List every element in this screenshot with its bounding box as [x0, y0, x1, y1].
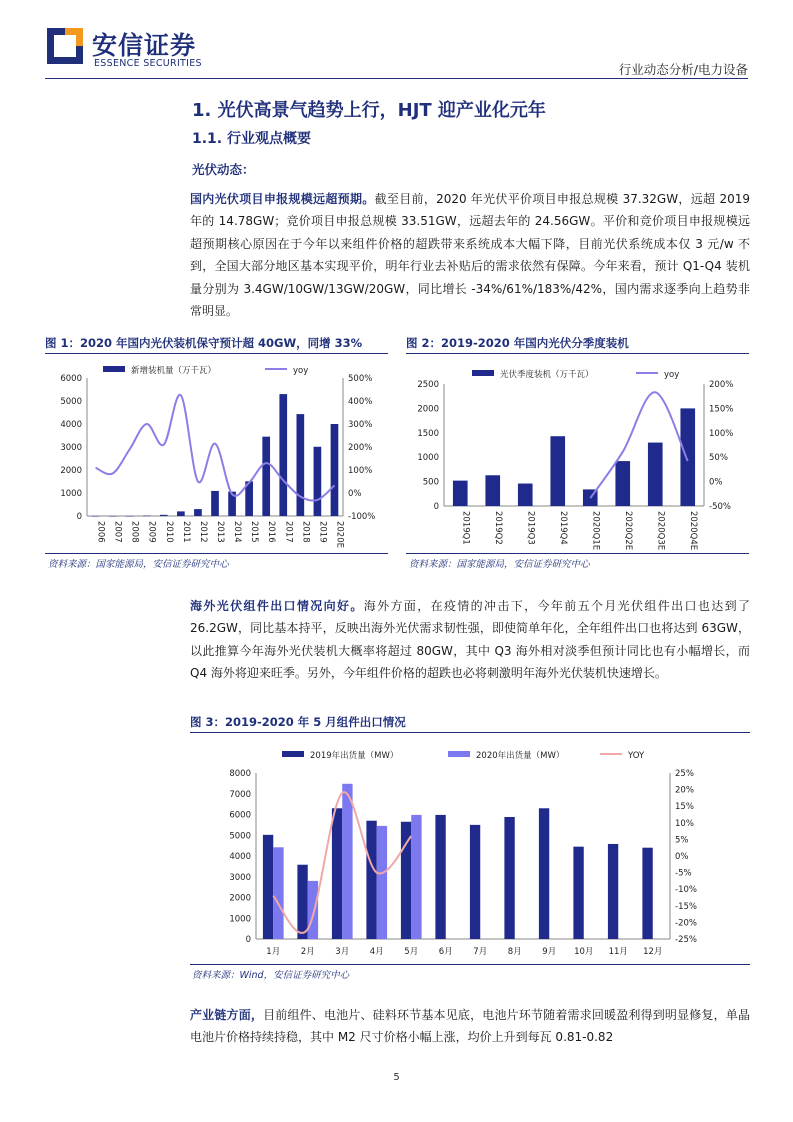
- bar-2006: [92, 516, 100, 517]
- paragraph-lead: 产业链方面，: [190, 1008, 264, 1022]
- x-tick-label: 2018: [300, 521, 311, 543]
- y-tick-label-right: 0%: [709, 477, 723, 488]
- paragraph-lead: 国内光伏项目申报规模远超预期。: [190, 192, 375, 206]
- bar-3月: [342, 784, 352, 939]
- x-tick-label: 2011: [180, 521, 191, 543]
- y-tick-label-left: 0: [76, 512, 82, 522]
- y-tick-label-right: 100%: [348, 466, 373, 476]
- figure-3-title: 图 3：2019-2020 年 5 月组件出口情况: [190, 715, 406, 729]
- header-divider: [45, 78, 748, 79]
- x-tick-label: 2020E: [334, 521, 345, 549]
- bar-9月: [539, 808, 549, 939]
- bar-2013: [211, 491, 219, 516]
- figure-3-bottom-divider: [190, 964, 750, 965]
- report-category: 行业动态分析/电力设备: [618, 62, 748, 77]
- x-tick-label: 3月: [335, 947, 350, 957]
- legend-swatch-bar: [472, 370, 494, 376]
- x-tick-label: 2019: [317, 521, 328, 543]
- legend-label: 光伏季度装机（万千瓦）: [500, 370, 594, 380]
- legend-swatch-bar: [448, 751, 470, 757]
- bar-2016: [262, 437, 270, 516]
- y-tick-label-right: 15%: [675, 802, 694, 813]
- y-tick-label-left: 0: [245, 935, 251, 945]
- logo-text-cn: 安信证券: [92, 31, 197, 60]
- bar-2019Q4: [550, 436, 565, 506]
- y-tick-label-right: -20%: [675, 918, 697, 929]
- y-tick-label-left: 2000: [417, 404, 439, 415]
- x-tick-label: 4月: [369, 947, 384, 957]
- y-tick-label-left: 0: [433, 502, 439, 512]
- y-tick-label-right: 200%: [348, 443, 373, 453]
- x-tick-label: 7月: [473, 947, 488, 957]
- y-tick-label-left: 7000: [229, 789, 251, 800]
- y-tick-label-right: -50%: [709, 502, 731, 512]
- bar-1月: [273, 847, 283, 939]
- bar-2019Q2: [485, 475, 500, 506]
- logo-icon: [47, 28, 83, 64]
- y-tick-label-left: 4000: [229, 852, 251, 862]
- x-tick-label: 6月: [438, 947, 453, 957]
- y-tick-label-left: 2000: [229, 893, 251, 904]
- y-tick-label-right: 300%: [348, 420, 373, 430]
- x-tick-label: 2013: [215, 521, 225, 543]
- figure-3-source: 资料来源：Wind，安信证券研究中心: [192, 970, 350, 981]
- bar-2010: [160, 515, 168, 516]
- figure-1-source: 资料来源：国家能源局，安信证券研究中心: [48, 559, 229, 570]
- y-tick-label-left: 6000: [229, 810, 251, 821]
- legend-label: 2020年出货量（MW）: [476, 751, 565, 761]
- y-tick-label-left: 6000: [60, 374, 82, 384]
- x-tick-label: 2019Q3: [525, 511, 536, 545]
- bar-2020E: [331, 424, 339, 516]
- y-tick-label-left: 2000: [60, 466, 82, 476]
- y-tick-label-left: 1000: [60, 489, 82, 499]
- bar-2009: [143, 516, 151, 517]
- x-tick-label: 2014: [232, 521, 243, 543]
- bar-4月: [377, 826, 387, 939]
- y-tick-label-right: -100%: [348, 512, 376, 522]
- y-tick-label-left: 8000: [229, 769, 251, 779]
- y-tick-label-right: 400%: [348, 397, 373, 407]
- y-tick-label-left: 5000: [60, 397, 82, 407]
- bar-1月: [263, 835, 273, 939]
- x-tick-label: 2009: [146, 521, 157, 543]
- y-tick-label-right: -25%: [675, 935, 697, 945]
- y-tick-label-left: 5000: [229, 831, 251, 842]
- x-tick-label: 5月: [404, 947, 419, 957]
- paragraph-body: 海外方面，在疫情的冲击下，今年前五个月光伏组件出口也达到了 26.2GW，同比基本持平，反映出海外光伏需求韧性强，即使简单年化，全年组件出口也将达到 63GW，以此推算今年海外光伏装机大概率将超过 80GW，其中 Q3 海外相对淡季但预计同比也有小幅增长，而 Q4 海外将迎来旺季。另外，今年组件价格的超跌也必将刺激明年海外光伏装机快速增长。: [190, 599, 750, 681]
- x-tick-label: 2012: [197, 521, 208, 543]
- legend-label: 新增装机量（万千瓦）: [131, 366, 217, 376]
- bar-8月: [504, 817, 514, 939]
- paragraph-overseas: [190, 595, 750, 685]
- legend-label: YOY: [628, 751, 645, 761]
- x-tick-label: 8月: [507, 947, 522, 957]
- chart-1-annual-installations: [45, 356, 388, 552]
- x-tick-label: 10月: [574, 947, 594, 957]
- legend-label: yoy: [293, 366, 309, 376]
- x-tick-label: 2019Q2: [492, 511, 503, 545]
- x-tick-label: 2020Q1E: [590, 511, 601, 551]
- bar-2019Q3: [518, 484, 533, 506]
- y-tick-label-right: -10%: [675, 885, 697, 896]
- x-tick-label: 2020Q3E: [655, 511, 666, 551]
- bar-5月: [411, 815, 421, 939]
- x-tick-label: 2016: [266, 521, 277, 543]
- x-tick-label: 2020Q4E: [687, 511, 698, 551]
- figure-2-divider: [406, 353, 749, 354]
- bar-2017: [279, 394, 287, 516]
- y-tick-label-left: 3000: [60, 443, 82, 453]
- y-tick-label-right: 500%: [348, 374, 373, 384]
- y-tick-label-left: 3000: [229, 872, 251, 883]
- bar-12月: [642, 848, 652, 939]
- bar-7月: [470, 825, 480, 939]
- y-tick-label-right: 150%: [709, 404, 734, 415]
- paragraph-domestic: [190, 188, 750, 322]
- bar-2007: [109, 516, 117, 517]
- x-tick-label: 2015: [249, 521, 260, 543]
- y-tick-label-left: 1500: [417, 428, 439, 439]
- x-tick-label: 1月: [266, 947, 281, 957]
- x-tick-label: 9月: [542, 947, 557, 957]
- y-tick-label-right: -5%: [675, 868, 692, 879]
- paragraph-supply-chain: [190, 1004, 750, 1049]
- bar-2012: [194, 509, 202, 516]
- y-tick-label-right: 100%: [709, 428, 734, 439]
- x-tick-label: 2019Q1: [460, 511, 471, 545]
- y-tick-label-right: -15%: [675, 901, 697, 912]
- section-heading: 1. 光伏高景气趋势上行，HJT 迎产业化元年: [192, 100, 546, 121]
- legend-label: yoy: [664, 370, 680, 380]
- bar-2008: [126, 516, 134, 517]
- y-tick-label-right: 10%: [675, 818, 694, 829]
- bar-3月: [332, 808, 342, 939]
- legend-label: 2019年出货量（MW）: [310, 751, 399, 761]
- x-tick-label: 2月: [300, 947, 315, 957]
- bar-11月: [608, 844, 618, 939]
- figure-3-divider: [190, 732, 750, 733]
- y-tick-label-left: 4000: [60, 420, 82, 430]
- figure-2-source: 资料来源：国家能源局，安信证券研究中心: [409, 559, 590, 570]
- paragraph-body: 目前组件、电池片、硅料环节基本见底，电池片环节随着需求回暖盈利得到明显修复，单晶电池片价格持续持稳，其中 M2 尺寸价格小幅上涨，均价上升到每瓦 0.81-0.82: [190, 1008, 750, 1045]
- bar-2月: [308, 881, 318, 939]
- bar-6月: [435, 815, 445, 939]
- bar-2019: [314, 447, 322, 516]
- figure-2-title: 图 2：2019-2020 年国内光伏分季度装机: [406, 336, 629, 350]
- y-tick-label-right: 200%: [709, 380, 734, 390]
- x-tick-label: 2017: [283, 521, 294, 543]
- x-tick-label: 2008: [129, 521, 140, 543]
- page-number: 5: [393, 1072, 400, 1083]
- y-tick-label-left: 1000: [417, 453, 439, 464]
- chart-2-quarterly-installations: [406, 356, 749, 552]
- x-tick-label: 12月: [643, 947, 663, 957]
- bar-2011: [177, 511, 185, 516]
- figure-2-bottom-divider: [406, 553, 749, 554]
- bar-2018: [296, 414, 304, 516]
- x-tick-label: 2006: [95, 521, 106, 543]
- logo-text-en: ESSENCE SECURITIES: [94, 58, 202, 69]
- figure-1-divider: [45, 353, 388, 354]
- bar-10月: [573, 847, 583, 939]
- legend-swatch-bar: [103, 366, 125, 372]
- yoy-line: [590, 392, 688, 498]
- x-tick-label: 11月: [608, 947, 628, 957]
- figure-1-bottom-divider: [45, 553, 388, 554]
- bar-2020Q3E: [648, 443, 663, 506]
- chart-3-module-exports: [190, 735, 750, 963]
- y-tick-label-right: 0%: [348, 489, 362, 499]
- paragraph-body: 截至目前，2020 年光伏平价项目申报总规模 37.32GW，远超 2019 年的 14.78GW；竞价项目申报总规模 33.51GW，远超去年的 24.56GW。平价和竞价项目申报规模远超预期核心原因在于今年以来组件价格的超跌带来系统成本大幅下降，目前光伏系统成本仅 3 元/w 不到，全国大部分地区基本实现平价，明年行业去补贴后的需求依然有保障。今年来看，预计 Q1-Q4 装机量分别为 3.4GW/10GW/13GW/20GW，同比增长 -34%/61%/183%/42%，国内需求逐季向上趋势非常明显。: [190, 192, 750, 319]
- y-tick-label-left: 500: [422, 477, 439, 488]
- bar-2020Q2E: [615, 461, 630, 506]
- bar-2019Q1: [453, 481, 468, 506]
- bar-2020Q4E: [680, 408, 695, 506]
- y-tick-label-right: 25%: [675, 769, 694, 779]
- x-tick-label: 2019Q4: [557, 511, 568, 545]
- bar-4月: [366, 821, 376, 939]
- y-tick-label-right: 5%: [675, 835, 689, 846]
- y-tick-label-right: 50%: [709, 453, 728, 464]
- y-tick-label-left: 1000: [229, 914, 251, 925]
- y-tick-label-right: 20%: [675, 785, 694, 796]
- legend-swatch-bar: [282, 751, 304, 757]
- x-tick-label: 2007: [112, 521, 123, 543]
- topic-heading: 光伏动态：: [192, 162, 255, 177]
- y-tick-label-left: 2500: [417, 380, 439, 390]
- figure-1-title: 图 1：2020 年国内光伏装机保守预计超 40GW，同增 33%: [45, 336, 363, 350]
- x-tick-label: 2010: [163, 521, 174, 543]
- x-tick-label: 2020Q2E: [622, 511, 633, 551]
- y-tick-label-right: 0%: [675, 852, 689, 862]
- subsection-heading: 1.1. 行业观点概要: [192, 131, 311, 147]
- paragraph-lead: 海外光伏组件出口情况向好。: [190, 599, 364, 613]
- bar-2月: [297, 865, 307, 939]
